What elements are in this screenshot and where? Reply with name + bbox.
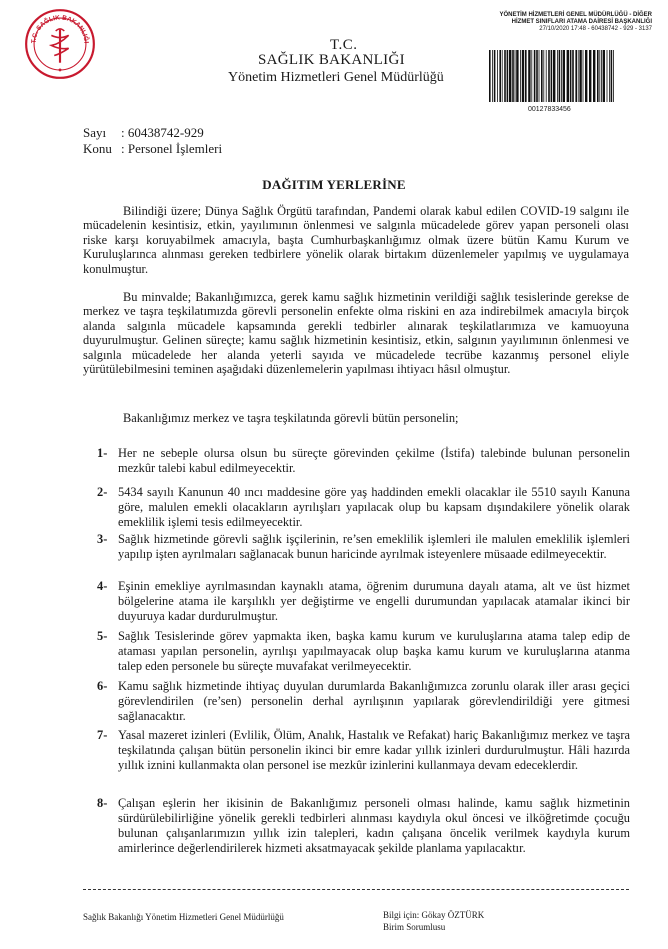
konu-value: : Personel İşlemleri — [121, 141, 223, 156]
list-item-number: 1- — [97, 446, 108, 460]
logo-text: T.C. SAĞLIK BAKANLIĞI — [30, 14, 90, 44]
list-item-text: Sağlık hizmetinde görevli sağlık işçilerinin, re’sen emeklilik işlemleri ile malulen emeklilik işlemleri yapılıp işten ayrılmaları sağlanacak bunun haricinde ayrılmak isteyenlere müsaade edilmeyecektir. — [118, 532, 630, 561]
konu-label: Konu — [83, 141, 112, 156]
list-item-text: Sağlık Tesislerinde görev yapmakta iken, başka kamu kurum ve kuruluşlarına atama talep edip de ataması yapılan personelin, ayrılışı yapılmayacak olup başka kamu kurum ve kuruluşlarına atanma talep eden personele bu süreçte muvafakat verilmeyecektir. — [118, 629, 630, 673]
list-item-number: 4- — [97, 579, 108, 593]
header-ministry: SAĞLIK BAKANLIĞI — [258, 52, 405, 68]
stamp-line-1: YÖNETİM HİZMETLERİ GENEL MÜDÜRLÜĞÜ - DİĞER — [499, 12, 652, 18]
paragraph-3-text: Bakanlığımız merkez ve taşra teşkilatında görevli bütün personelin; — [123, 411, 459, 425]
stamp-line-2: HİZMET SINIFLARI ATAMA DAİRESİ BAŞKANLIĞI — [511, 19, 652, 25]
barcode — [487, 50, 617, 102]
list-item-text: Kamu sağlık hizmetinde ihtiyaç duyulan durumlarda Bakanlığımızca zorunlu olarak iller arası geçici görevlendirilen (re’sen) personelin derhal ayrılışının yapılarak görevlendirildiği yere gitmesi sağlanacaktır. — [118, 679, 630, 723]
list-item-text: Her ne sebeple olursa olsun bu süreçte görevinden çekilme (İstifa) talebinde bulunan personelin mezkûr talebi kabul edilmeyecektir. — [118, 446, 630, 475]
list-item-number: 5- — [97, 629, 108, 643]
paragraph-2-text: Bu minvalde; Bakanlığımızca, gerek kamu sağlık hizmetinin verildiği sağlık tesislerinde gerekse de merkez ve taşra teşkilatımızda görevli personelin enfekte olma riskini en aza indirebilmek amacıyla birçok alanda salgınla mücadele kapsamında gerekli tedbirler alınarak teşkilatlarımıza ve kamuoyuna duyurulmuştur. Gelinen süreçte; kamu sağlık hizmetinin kesintisiz, etkin, salgının yayılımının önlenmesi ve salgınla mücadelede her alanda yeterli sayıda ve mücadelede tecrübe kazanmış personel eliyle yürütülebilmesini teminen aşağıdaki düzenlemelerin yapılması ihtiyacı hâsıl olmuştur. — [83, 290, 629, 377]
konu-row — [83, 141, 222, 157]
list-item-number: 7- — [97, 728, 108, 742]
ministry-logo — [24, 8, 96, 80]
footer-info-label: Bilgi için: Gökay ÖZTÜRK — [383, 910, 485, 920]
footer-divider — [83, 889, 629, 890]
paragraph-1 — [83, 204, 629, 276]
paragraph-2 — [83, 290, 629, 376]
paragraph-3 — [83, 411, 629, 425]
document-title: DAĞITIM YERLERİNE — [262, 177, 406, 192]
sayi-row — [83, 125, 204, 141]
barcode-number: 00127833456 — [528, 106, 571, 113]
stamp-meta: 27/10/2020 17:48 - 60438742 - 929 - 3137 — [539, 26, 652, 32]
list-item-number: 2- — [97, 485, 108, 499]
sayi-label: Sayı — [83, 125, 107, 140]
list-item-number: 8- — [97, 796, 108, 810]
footer-address: Sağlık Bakanlığı Yönetim Hizmetleri Genel Müdürlüğü — [83, 912, 284, 922]
footer-info-title: Birim Sorumlusu — [383, 922, 446, 932]
list-item-number: 3- — [97, 532, 108, 546]
list-item-text: Çalışan eşlerin her ikisinin de Bakanlığımız personeli olması halinde, kamu sağlık hizmetinin sürdürülebilirliğine yönelik gerekli tedbirleri alınması kaydıyla okul öncesi ve ilköğretimde çocuğu bulunan çalışanlarımızın yıllık izin talepleri, kadın çalışana öncelik verilmek kaydıyla kurum amirlerince değerlendirilerek hizmeti aksatmayacak şekilde planlama yapılacaktır. — [118, 796, 630, 855]
registry-stamp — [462, 12, 652, 33]
paragraph-1-text: Bilindiği üzere; Dünya Sağlık Örgütü tarafından, Pandemi olarak kabul edilen COVID-19 salgını ile mücadelenin kesintisiz, etkin, yayılımının önlenmesi ve salgınla mücadelede görev yapan personeli olası riske karşı koruyabilmek amacıyla, başta Cumhurbaşkanlığımız olmak üzere bütün Kamu Kurum ve Kuruluşlarınca alınması gereken tedbirlere yönelik olarak birtakım düzenlemeler yapılmış ve uygulamaya konulmuştur. — [83, 204, 629, 276]
list-item-text: Yasal mazeret izinleri (Evlilik, Ölüm, Analık, Hastalık ve Refakat) hariç Bakanlığımız merkez ve taşra teşkilatında çalışan bütün personelin ikinci bir emre kadar yıllık izinleri durdurulmuştur. Hâli hazırda yıllık iznini kullanmakta olan personel ise mezkûr izinlerini kullanmaya devam edeceklerdir. — [118, 728, 630, 772]
list-item-number: 6- — [97, 679, 108, 693]
list-item-text: Eşinin emekliye ayrılmasından kaynaklı atama, öğrenim durumuna dayalı atama, alt ve üst hizmet bölgelerine atama ile karşılıklı yer değiştirme ve engelli durumundan yapılacak atamalar ikinci bir duyuruya kadar durdurulmuştur. — [118, 579, 630, 623]
header-tc: T.C. — [330, 37, 358, 53]
footer-contact — [383, 909, 484, 933]
sayi-value: : 60438742-929 — [121, 125, 204, 140]
header-directorate: Yönetim Hizmetleri Genel Müdürlüğü — [228, 70, 444, 85]
list-item-text: 5434 sayılı Kanunun 40 ıncı maddesine göre yaş haddinden emekli olacaklar ile 5510 sayılı Kanuna göre, malulen emekli olacakların ayrılışları yapılacak olup bu kapsam dışındakilere yönelik olarak emeklilik işlemi tesis edilmeyecektir. — [118, 485, 630, 529]
